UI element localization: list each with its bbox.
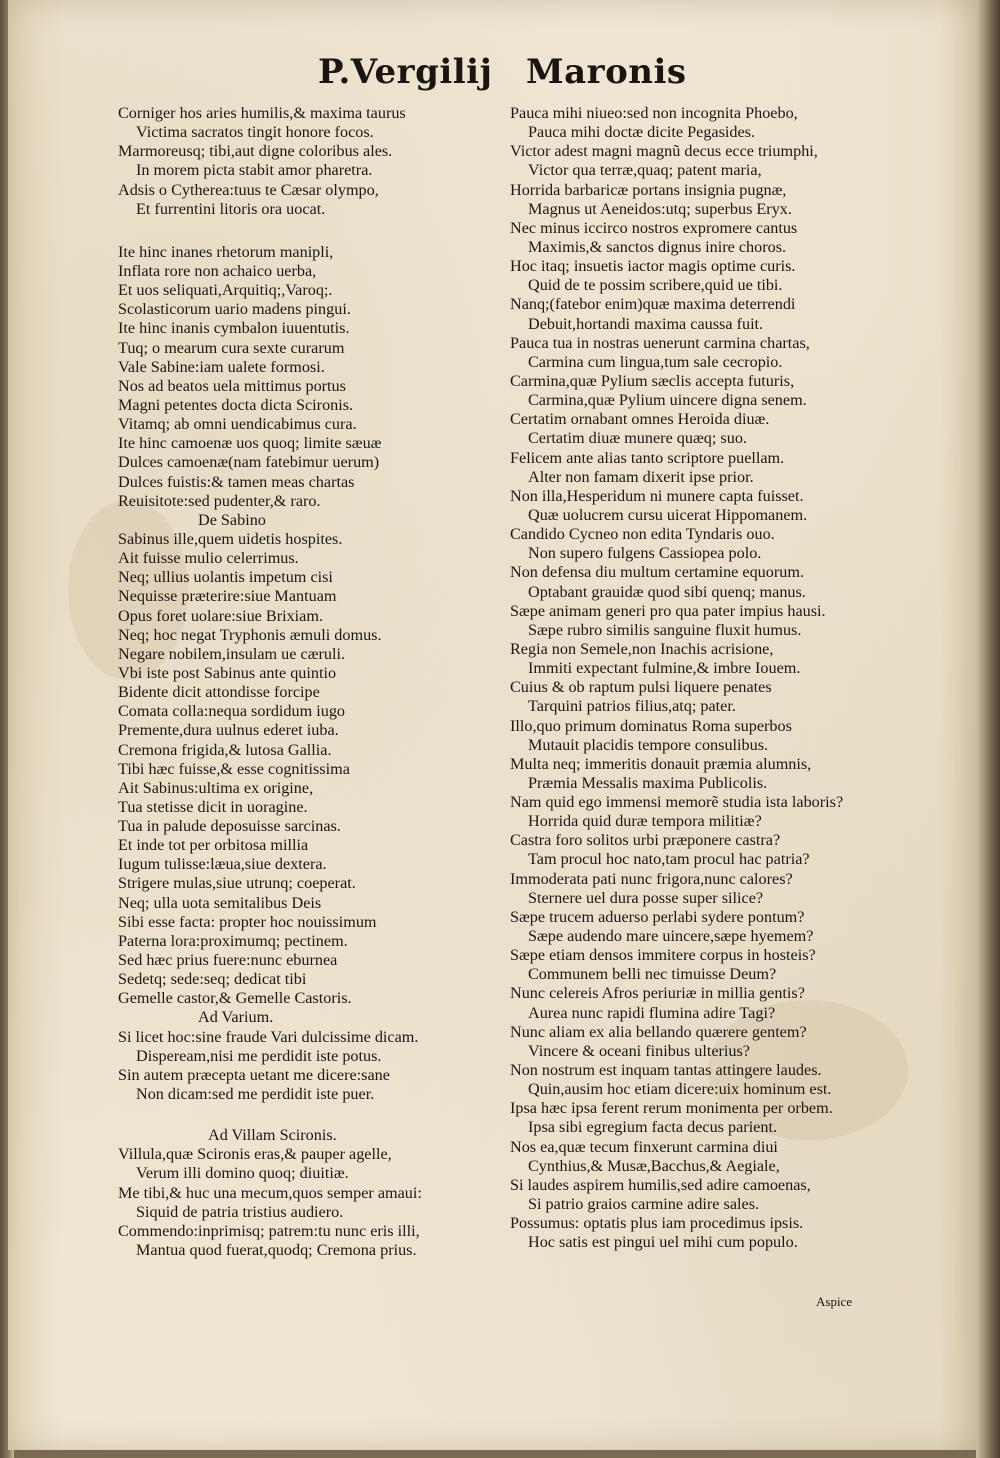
verse-line: Dulces fuistis:& tamen meas chartas <box>118 472 355 491</box>
verse-line: Ite hinc inanis cymbalon iuuentutis. <box>118 319 350 338</box>
verse-line: Horrida quid duræ tempora militiæ? <box>528 812 762 831</box>
verse-line: Ite hinc inanes rhetorum manipli, <box>118 242 334 261</box>
verse-line: Præmia Messalis maxima Publicolis. <box>528 773 768 792</box>
verse-line: Alter non famam dixerit ipse prior. <box>528 467 754 486</box>
verse-line: Hoc itaq; insuetis iactor magis optime curis. <box>510 257 796 276</box>
verse-line: Marmoreusq; tibi,aut digne coloribus ales. <box>118 142 393 161</box>
verse-line: Sæpe trucem aduerso perlabi sydere pontum? <box>510 907 805 926</box>
verse-line: Candido Cycneo non edita Tyndaris ouo. <box>510 525 775 544</box>
verse-line: Siquid de patria tristius audiero. <box>136 1202 344 1221</box>
verse-line: Adsis o Cytherea:tuus te Cæsar olympo, <box>118 180 379 199</box>
verse-line: Si laudes aspirem humilis,sed adire camoenas, <box>510 1175 811 1194</box>
verse-line: Cremona frigida,& lutosa Gallia. <box>118 740 332 759</box>
verse-line: Maximis,& sanctos dignus inire choros. <box>528 237 787 256</box>
verse-line: Immiti expectant fulmine,& imbre Iouem. <box>528 659 801 678</box>
verse-line: Dispeream,nisi me perdidit iste potus. <box>136 1046 382 1065</box>
verse-line: Comata colla:nequa sordidum iugo <box>118 702 346 721</box>
verse-line: Multa neq; immeritis donauit præmia alumnis, <box>510 754 812 773</box>
verse-line: Debuit,hortandi maxima caussa fuit. <box>528 314 764 333</box>
verse-line: Non illa,Hesperidum ni munere capta fuisset. <box>510 486 804 505</box>
stanza-break <box>118 1104 422 1126</box>
verse-line: Si patrio graios carmine adire sales. <box>528 1195 760 1214</box>
verse-line: Ite hinc camoenæ uos quoq; limite sæuæ <box>118 434 382 453</box>
header-left: P.Vergilij <box>318 52 493 92</box>
verse-line: Tua in palude deposuisse sarcinas. <box>118 817 341 836</box>
verse-line: Non nostrum est inquam tantas attingere laudes. <box>510 1061 822 1080</box>
verse-line: Sin autem præcepta uetant me dicere:sane <box>118 1065 390 1084</box>
verse-line: Sed hæc prius fuere:nunc eburnea <box>118 951 338 970</box>
verse-line: Ipsa sibi egregium facta decus parient. <box>528 1118 778 1137</box>
verse-line: Quin,ausim hoc etiam dicere:uix hominum est. <box>528 1080 832 1099</box>
verse-line: Tuq; o mearum cura sexte curarum <box>118 338 345 357</box>
verse-line: Magni petentes docta dicta Scironis. <box>118 395 354 414</box>
verse-line: Verum illi domino quoq; diuitiæ. <box>136 1164 349 1183</box>
right-column <box>510 104 843 1252</box>
verse-line: Tam procul hoc nato,tam procul hac patria? <box>528 850 810 869</box>
verse-line: Sæpe audendo mare uincere,sæpe hyemem? <box>528 927 814 946</box>
poem-heading: De Sabino <box>198 510 266 529</box>
verse-line: Possumus: optatis plus iam procedimus ipsis. <box>510 1214 804 1233</box>
verse-line: Aurea nunc rapidi flumina adire Tagi? <box>528 1003 776 1022</box>
verse-line: Ipsa hæc ipsa ferent rerum monimenta per orbem. <box>510 1099 833 1118</box>
verse-line: Sæpe etiam densos immitere corpus in hosteis? <box>510 946 816 965</box>
verse-line: Carmina cum lingua,tum sale cecropio. <box>528 352 783 371</box>
verse-line: Inflata rore non achaico uerba, <box>118 261 317 280</box>
verse-line: In morem picta stabit amor pharetra. <box>136 161 373 180</box>
verse-line: Cuius & ob raptum pulsi liquere penates <box>510 678 772 697</box>
verse-line: Hoc satis est pingui uel mihi cum populo. <box>528 1233 798 1252</box>
verse-line: Immoderata pati nunc frigora,nunc calores? <box>510 869 793 888</box>
verse-line: Pauca tua in nostras uenerunt carmina chartas, <box>510 333 810 352</box>
verse-line: Sabinus ille,quem uidetis hospites. <box>118 529 343 548</box>
verse-line: Nam quid ego immensi memorẽ studia ista laboris? <box>510 793 844 812</box>
verse-line: Et furrentini litoris ora uocat. <box>136 199 326 218</box>
verse-line: Premente,dura uulnus ederet iuba. <box>118 721 339 740</box>
verse-line: Neq; hoc negat Tryphonis æmuli domus. <box>118 625 382 644</box>
verse-line: Scolasticorum uario madens pingui. <box>118 300 351 319</box>
verse-line: Reuisitote:sed pudenter,& raro. <box>118 491 321 510</box>
poem-heading: Ad Varium. <box>198 1008 274 1027</box>
verse-line: Non defensa diu multum certamine equorum. <box>510 563 804 582</box>
verse-line: Ait fuisse mulio celerrimus. <box>118 549 299 568</box>
verse-line: Carmina,quæ Pylium uincere digna senem. <box>528 391 807 410</box>
verse-line: Nec minus iccirco nostros expromere cantus <box>510 218 798 237</box>
verse-line: Strigere mulas,siue utrunq; coeperat. <box>118 874 356 893</box>
verse-line: Magnus ut Aeneidos:utq; superbus Eryx. <box>528 199 792 218</box>
verse-line: Sternere uel dura posse super silice? <box>528 888 764 907</box>
verse-line: Sæpe animam generi pro qua pater impius hausi. <box>510 601 826 620</box>
verse-line: Vale Sabine:iam ualete formosi. <box>118 357 325 376</box>
verse-line: Victor qua terræ,quaq; patent maria, <box>528 161 762 180</box>
verse-line: Nunc celereis Afros periuriæ in millia gentis? <box>510 984 805 1003</box>
verse-line: Paterna lora:proximumq; pectinem. <box>118 931 348 950</box>
verse-line: Et inde tot per orbitosa millia <box>118 836 309 855</box>
verse-line: Sibi esse facta: propter hoc nouissimum <box>118 912 377 931</box>
verse-line: Villula,quæ Scironis eras,& pauper agelle, <box>118 1145 392 1164</box>
verse-line: Felicem ante alias tanto scriptore puellam. <box>510 448 785 467</box>
verse-line: Mantua quod fuerat,quodq; Cremona prius. <box>136 1241 417 1260</box>
verse-line: Vincere & oceani finibus ulterius? <box>528 1041 750 1060</box>
verse-line: Communem belli nec timuisse Deum? <box>528 965 777 984</box>
verse-line: Non dicam:sed me perdidit iste puer. <box>136 1085 375 1104</box>
verse-line: Opus foret uolare:siue Brixiam. <box>118 606 323 625</box>
verse-line: Vitamq; ab omni uendicabimus cura. <box>118 415 357 434</box>
verse-line: Quid de te possim scribere,quid ue tibi. <box>528 276 783 295</box>
verse-line: Castra foro solitos urbi præponere castra? <box>510 831 781 850</box>
verse-line: Horrida barbaricæ portans insignia pugnæ, <box>510 180 787 199</box>
verse-line: Nos ea,quæ tecum finxerunt carmina diui <box>510 1137 778 1156</box>
left-column <box>118 104 422 1260</box>
verse-line: Neq; ullius uolantis impetum cisi <box>118 568 333 587</box>
verse-line: Certatim diuæ munere quæq; suo. <box>528 429 747 448</box>
verse-line: Vbi iste post Sabinus ante quintio <box>118 663 337 682</box>
verse-line: Optabant grauidæ quod sibi quenq; manus. <box>528 582 806 601</box>
verse-line: Ait Sabinus:ultima ex origine, <box>118 778 314 797</box>
verse-line: Corniger hos aries humilis,& maxima taurus <box>118 104 406 122</box>
verse-line: Sedetq; sede:seq; dedicat tibi <box>118 970 307 989</box>
verse-line: Mutauit placidis tempore consulibus. <box>528 735 769 754</box>
verse-line: Nunc aliam ex alia bellando quærere gentem? <box>510 1022 807 1041</box>
verse-line: Dulces camoenæ(nam fatebimur uerum) <box>118 453 380 472</box>
catchword: Aspice <box>816 1294 853 1309</box>
verse-line: Neq; ulla uota semitalibus Deis <box>118 893 322 912</box>
verse-line: Pauca mihi doctæ dicite Pegasides. <box>528 123 756 142</box>
verse-line: Gemelle castor,& Gemelle Castoris. <box>118 989 352 1008</box>
verse-line: Illo,quo primum dominatus Roma superbos <box>510 716 792 735</box>
verse-line: Quæ uolucrem cursu uicerat Hippomanem. <box>528 505 808 524</box>
verse-line: Me tibi,& huc una mecum,quos semper amaui: <box>118 1183 422 1202</box>
verse-line: Tibi hæc fuisse,& esse cognitissima <box>118 759 350 778</box>
verse-line: Et uos seliquati,Arquitiq;,Varoq;. <box>118 281 333 300</box>
verse-line: Nos ad beatos uela mittimus portus <box>118 376 346 395</box>
verse-line: Tua stetisse dicit in uoragine. <box>118 797 308 816</box>
stanza-break <box>118 219 422 243</box>
verse-line: Commendo:inprimisq; patrem:tu nunc eris illi, <box>118 1221 420 1240</box>
verse-line: Iugum tulisse:læua,siue dextera. <box>118 855 327 874</box>
verse-line: Victor adest magni magnũ decus ecce triumphi, <box>510 142 818 161</box>
verse-line: Victima sacratos tingit honore focos. <box>136 123 374 142</box>
verse-line: Cynthius,& Musæ,Bacchus,& Aegiale, <box>528 1156 780 1175</box>
poem-heading: Ad Villam Scironis. <box>208 1126 337 1145</box>
header-right: Maronis <box>526 52 687 92</box>
verse-line: Regia non Semele,non Inachis acrisione, <box>510 639 774 658</box>
book-fore-edge <box>976 0 1000 1458</box>
verse-line: Certatim ornabant omnes Heroida diuæ. <box>510 410 770 429</box>
verse-line: Non supero fulgens Cassiopea polo. <box>528 544 762 563</box>
verse-line: Bidente dicit attondisse forcipe <box>118 683 320 702</box>
verse-line: Sæpe rubro similis sanguine fluxit humus. <box>528 620 802 639</box>
verse-line: Nanq;(fatebor enim)quæ maxima deterrendi <box>510 295 796 314</box>
verse-line: Negare nobilem,insulam ue cæruli. <box>118 644 346 663</box>
verse-line: Si licet hoc:sine fraude Vari dulcissime dicam. <box>118 1027 419 1046</box>
verse-line: Carmina,quæ Pylium sæclis accepta futuris, <box>510 371 795 390</box>
running-header <box>0 52 1000 102</box>
verse-line: Nequisse præterire:siue Mantuam <box>118 587 337 606</box>
verse-line: Pauca mihi niueo:sed non incognita Phoebo, <box>510 104 798 122</box>
verse-line: Tarquini patrios filius,atq; pater. <box>528 697 736 716</box>
